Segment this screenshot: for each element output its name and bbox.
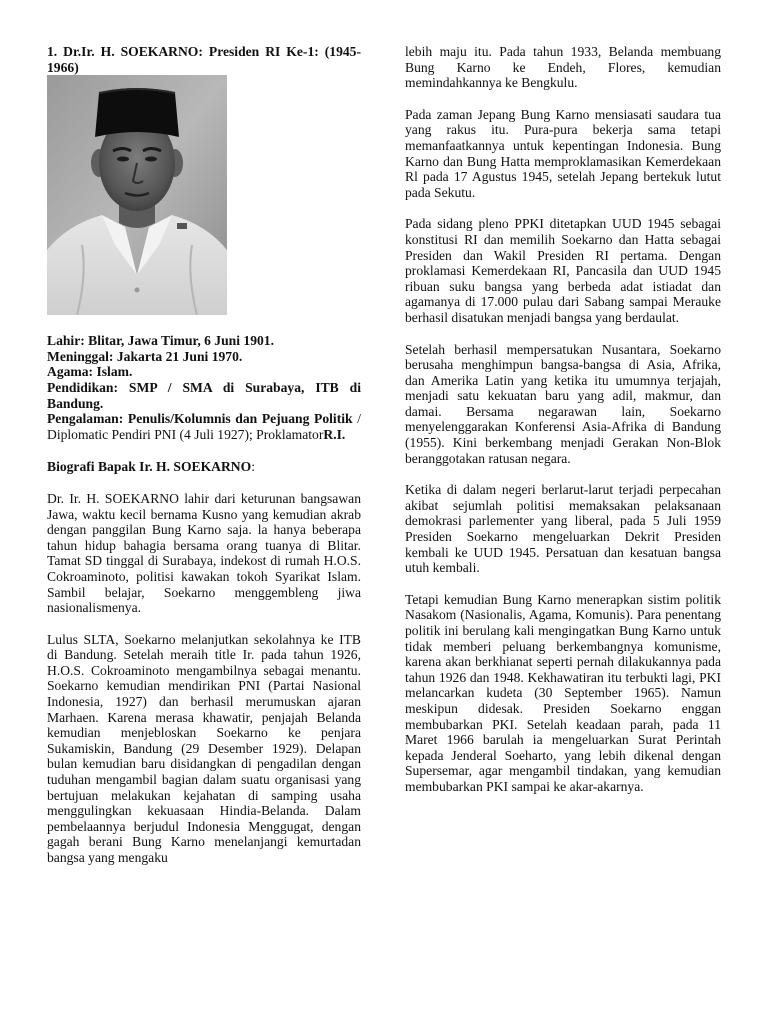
fact-religion (47, 364, 361, 380)
fact-experience-end: R.I. (323, 426, 346, 442)
right-paragraph-4: Setelah berhasil mempersatukan Nusantara, Soekarno berusaha menghimpun bangsa-bangsa di Asia, Afrika, dan Amerika Latin yang ketika itu umumnya terjajah, menjadi satu kekuatan baru yang adil, makmur, dan damai. Bersama negarawan lain, Soekarno menyelenggarakan Konferensi Asia-Afrika di Bandung (1955). Kini berkembang menjadi Gerakan Non-Blok beranggotakan ratusan negara. (405, 341, 721, 466)
biodata-facts (47, 333, 361, 442)
left-paragraph-1: Dr. Ir. H. SOEKARNO lahir dari keturunan bangsawan Jawa, waktu kecil bernama Kusno yang kemudian akrab dengan panggilan Bung Karno saja. la hanya beberapa tahun hidup bahagia bersama orang tuanya di Blitar. Tamat SD tinggal di Surabaya, indekost di rumah H.O.S. Cokroaminoto, politisi kawakan tokoh Syarikat Islam. Sambil belajar, Soekarno menggembleng jiwa nasionalismenya. (47, 490, 361, 616)
biography-heading-text: Biografi Bapak Ir. H. SOEKARNO (47, 459, 252, 475)
right-paragraph-5: Ketika di dalam negeri berlarut-larut terjadi perpecahan akibat sejumlah politisi memaksakan pelaksanaan demokrasi parlementer yang liberal, pada 5 Juli 1959 Presiden Soekarno mengeluarkan Dekrit Presiden kembali ke UUD 1945. Persatuan dan kesatuan bangsa utuh kembali. (405, 482, 721, 576)
fact-experience-bold: Pengalaman: Penulis/Kolumnis dan Pejuang Politik (47, 411, 353, 427)
fact-education: Pendidikan: SMP / SMA di Surabaya, ITB di Bandung. (47, 379, 361, 411)
right-paragraph-6: Tetapi kemudian Bung Karno menerapkan sistim politik Nasakom (Nasionalis, Agama, Komunis). Para penentang politik ini berulang kali mengingatkan Bung Karno untuk tidak memberi peluang berkembangnya komunisme, karena akan berkhianat seperti pernah dilakukannya pada tahun 1926 dan 1948. Kekhawatiran itu terbukti lagi, PKI melancarkan kudeta (30 September 1965). Namun meskipun didesak. Presiden Soekarno enggan membubarkan PKI. Setelah keadaan parah, pada 11 Maret 1966 barulah ia mengeluarkan Surat Perintah kepada Jenderal Soeharto, yang lebih dikenal dengan Supersemar, agar mengambil tindakan, yang kemudian membubarkan PKI sampai ke akar-akarnya. (405, 591, 721, 794)
fact-death (47, 349, 361, 365)
fact-death-year: 1970. (211, 348, 243, 364)
biography-heading (47, 459, 361, 475)
fact-religion-value: Islam. (96, 364, 133, 380)
fact-death-place: Jakarta (116, 348, 163, 364)
right-paragraph-3: Pada sidang pleno PPKI ditetapkan UUD 1945 sebagai konstitusi RI dan memilih Soekarno dan Hatta sebagai Presiden dan Wakil Presiden RI pertama. Dengan proklamasi Kemerdekaan RI, Pancasila dan UUD 1945 ribuan suku bangsa yang berbeda adat istiadat dan agamanya di 17.000 pulau dari Sabang sampai Merauke berhasil disatukan menjadi bangsa yang berdaulat. (405, 216, 721, 325)
document-title: 1. Dr.Ir. H. SOEKARNO: Presiden RI Ke-1: (1945-1966) (47, 44, 361, 75)
left-paragraph-2: Lulus SLTA, Soekarno melanjutkan sekolahnya ke ITB di Bandung. Setelah meraih title Ir. pada tahun 1926, H.O.S. Cokroaminoto mengambilnya sebagai menantu. Soekarno kemudian mendirikan PNI (Partai Nasional Indonesia, 1927) dan berhasil merumuskan ajaran Marhaen. Karena merasa khawatir, penjajah Belanda kemudian menjebloskan Soekarno ke penjara Sukamiskin, Bandung (29 Desember 1929). Delapan bulan kemudian baru disidangkan di pengadilan dengan tuduhan mengambil bagian dalam suatu organisasi yang bertujuan melakukan kejahatan di samping usaha menggulingkan kekuasaan Hindia-Belanda. Dalam pembelaannya berjudul Indonesia Menggugat, dengan gagah berani Bung Karno menelanjangi kemurtadan bangsa yang mengaku (47, 631, 361, 865)
right-paragraph-1: lebih maju itu. Pada tahun 1933, Belanda membuang Bung Karno ke Endeh, Flores, kemudian memindahkannya ke Bengkulu. (405, 44, 721, 91)
fact-death-label: Meninggal: (47, 348, 114, 364)
fact-death-month: Juni (182, 348, 209, 364)
fact-birth: Lahir: Blitar, Jawa Timur, 6 Juni 1901. (47, 333, 274, 349)
right-column (405, 44, 721, 811)
portrait-photo (47, 75, 227, 315)
left-column (47, 44, 361, 882)
fact-death-day: 21 (165, 348, 180, 364)
biography-heading-colon: : (251, 459, 255, 475)
right-paragraph-2: Pada zaman Jepang Bung Karno mensiasati saudara tua yang rakus itu. Pura-pura bekerja sama tetapi memanfaatkannya untuk kepentingan Indonesia. Bung Karno dan Bung Hatta memproklamasikan Kemerdekaan Rl pada 17 Agustus 1945, setelah Jepang bertekuk lutut pada Sekutu. (405, 106, 721, 200)
fact-experience-rest: / Diplomatic Pendiri PNI (4 Juli 1927); Proklamator (47, 411, 361, 442)
fact-experience (47, 411, 361, 442)
fact-religion-label: Agama: (47, 364, 94, 380)
